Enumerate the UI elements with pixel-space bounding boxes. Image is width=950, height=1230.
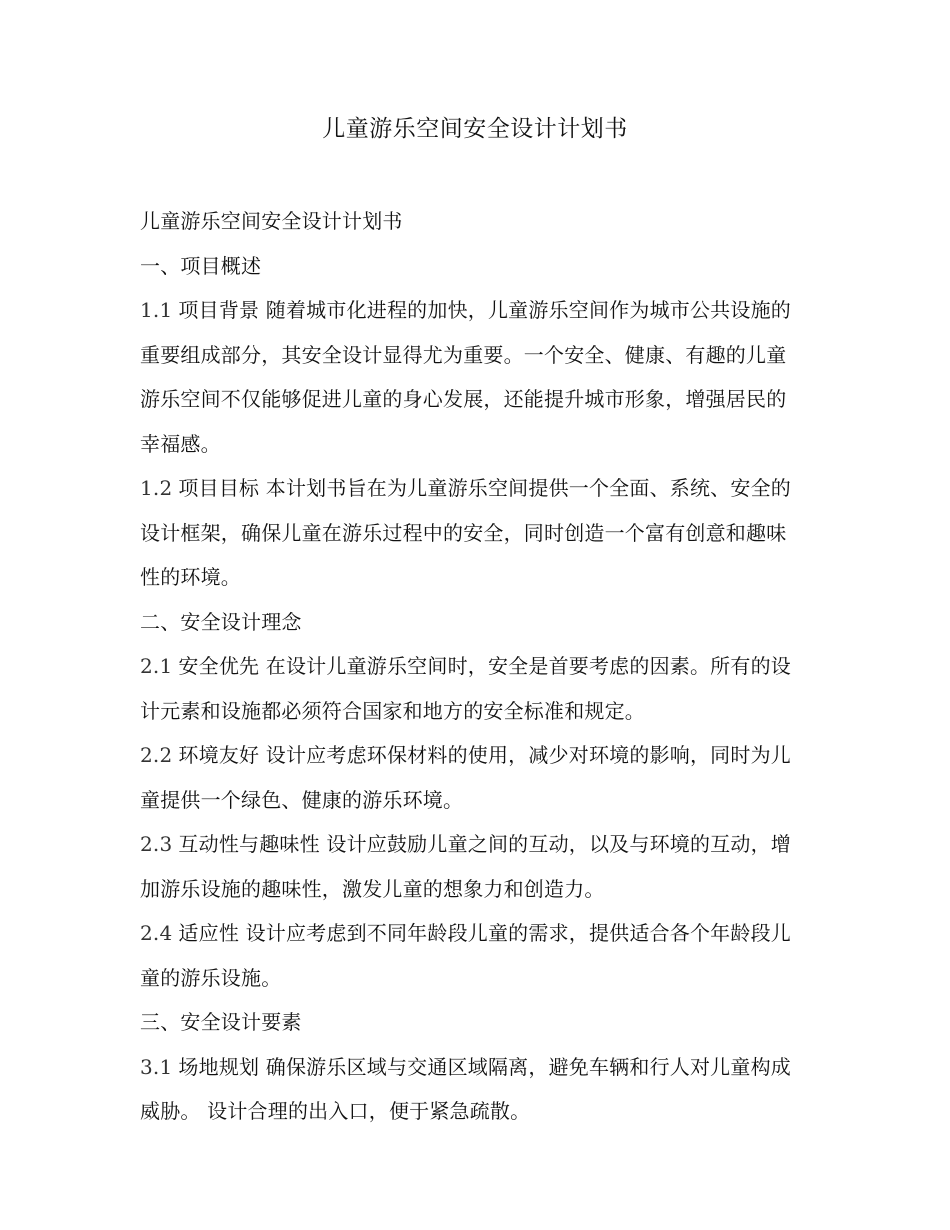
paragraph-text: 环境友好 设计应考虑环保材料的使用，减少对环境的影响，同时为儿童提供一个绿色、健康的游乐环境。 <box>140 743 791 812</box>
document-title: 儿童游乐空间安全设计计划书 <box>322 116 628 142</box>
paragraph-2-4 <box>140 911 802 1000</box>
paragraph-text: 项目背景 随着城市化进程的加快，儿童游乐空间作为城市公共设施的重要组成部分，其安全设计显得尤为重要。一个安全、健康、有趣的儿童游乐空间不仅能够促进儿童的身心发展，还能提升城市形象，增强居民的幸福感。 <box>140 298 791 456</box>
paragraph-number: 2.4 <box>140 921 173 945</box>
paragraph-number: 3.1 <box>140 1054 173 1079</box>
paragraph-text: 适应性 设计应考虑到不同年龄段儿童的需求，提供适合各个年龄段儿童的游乐设施。 <box>140 921 791 990</box>
paragraph-text: 互动性与趣味性 设计应鼓励儿童之间的互动，以及与环境的互动，增加游乐设施的趣味性，激发儿童的想象力和创造力。 <box>140 832 791 901</box>
paragraph-number: 2.1 <box>140 654 173 678</box>
section-heading: 一、项目概述 <box>140 253 262 278</box>
paragraph-3-1 <box>140 1045 802 1134</box>
section-heading: 二、安全设计理念 <box>140 609 302 634</box>
paragraph-text: 项目目标 本计划书旨在为儿童游乐空间提供一个全面、系统、安全的设计框架，确保儿童在游乐过程中的安全，同时创造一个富有创意和趣味性的环境。 <box>140 476 791 589</box>
document-body <box>140 199 802 1134</box>
paragraph-number: 1.2 <box>140 476 173 500</box>
document-subtitle: 儿童游乐空间安全设计计划书 <box>140 209 403 233</box>
paragraph-1-1 <box>140 288 802 466</box>
paragraph-text: 场地规划 确保游乐区域与交通区域隔离，避免车辆和行人对儿童构成威胁。 设计合理的出入口，便于紧急疏散。 <box>140 1054 791 1123</box>
paragraph-number: 2.3 <box>140 832 173 856</box>
paragraph-number: 1.1 <box>140 298 173 322</box>
paragraph-2-3 <box>140 822 802 911</box>
paragraph-1-2 <box>140 466 802 600</box>
section-heading: 三、安全设计要素 <box>140 1010 302 1034</box>
paragraph-2-2 <box>140 733 802 822</box>
paragraph-number: 2.2 <box>140 743 173 767</box>
paragraph-text: 安全优先 在设计儿童游乐空间时，安全是首要考虑的因素。所有的设计元素和设施都必须符合国家和地方的安全标准和规定。 <box>140 654 791 723</box>
paragraph-2-1 <box>140 644 802 733</box>
